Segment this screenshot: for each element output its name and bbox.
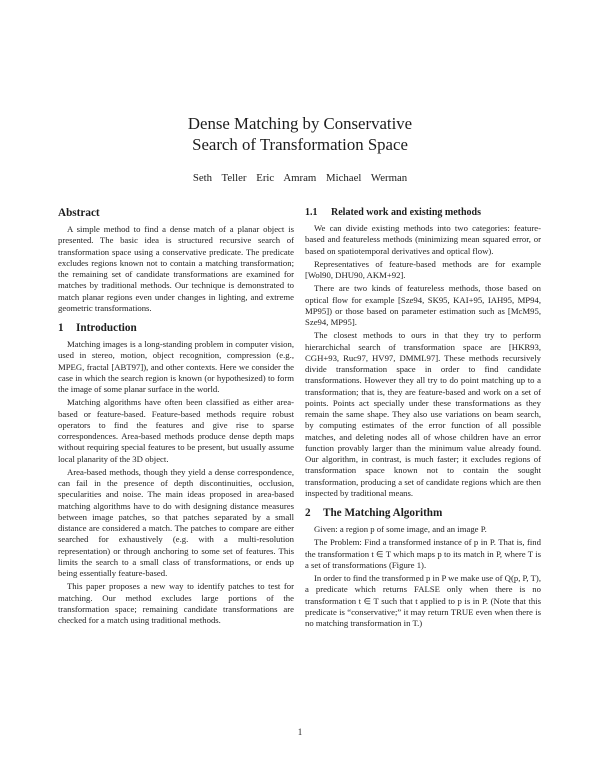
intro-number: 1 <box>58 322 64 334</box>
title-line-1: Dense Matching by Conservative <box>187 114 413 133</box>
related-paragraph: There are two kinds of featureless methods, those based on optical flow for example [Sze94, SK95, KAI+95, IAH95, MP94, MP95]) or those based on parameter estimation such as [McM95, Sze94, MP95]. <box>305 283 541 327</box>
related-title: Related work and existing methods <box>331 207 482 218</box>
related-number: 1.1 <box>305 207 318 218</box>
related-paragraph: Representatives of feature-based methods are for example [Wol90, DHU90, AKM+92]. <box>305 258 541 280</box>
paper-title <box>0 113 600 155</box>
intro-paragraph: Matching images is a long-standing problem in computer vision, used in stereo, motion, object recognition, compression (e.g., MPEG, fractal [ABT97]), and other contexts. Here we consider the case in which the search region is known (or hypothesized) to form the image of some planar surface in the world. <box>58 339 294 394</box>
intro-paragraph: This paper proposes a new way to identify patches to test for matching. Our method excludes large portions of the transformation space; remaining candidate transformations are checked for a match using traditional methods. <box>58 581 294 625</box>
abstract-text: A simple method to find a dense match of a planar object is presented. The basic idea is structured recursive search of transformation space using a conservative predicate. The predicate excludes regions known not to contain a matching transformation; the remaining set of candidate transformations are examined for matches by traditional methods. Our technique is demonstrated to match planar regions even under changes in lighting, and extreme geometric transformations. <box>58 224 294 313</box>
matching-paragraph: Given: a region p of some image, and an image P. <box>314 524 487 534</box>
intro-heading <box>58 321 294 335</box>
related-paragraph: We can divide existing methods into two categories: feature-based and featureless methods (minimizing mean squared error, or based on spatiotemporal derivatives and optical flow). <box>305 223 541 256</box>
right-column <box>305 203 541 631</box>
matching-paragraph: The Problem: Find a transformed instance of p in P. That is, find the transformation t ∈ T which maps p to its match in P, where T is a set of transformations (Figure 1). <box>305 537 541 570</box>
intro-paragraph: Matching algorithms have often been classified as either area-based or feature-based. Feature-based methods require robust operators to find the features and give rise to sparse correspondences. Area-based methods produce dense depth maps without requiring special features to be present, but usually assume local planarity of the 3D object. <box>58 397 294 464</box>
matching-paragraph: In order to find the transformed p in P we make use of Q(p, P, T), a predicate which returns FALSE only when there is no transformation t ∈ T such that t applied to p is in P. (Note that this predicate is “conservative;” it may return TRUE even when there is no matching transformation in T.) <box>305 573 541 628</box>
page-number: 1 <box>297 727 303 737</box>
title-line-2: Search of Transformation Space <box>192 135 408 154</box>
intro-title: Introduction <box>76 322 137 334</box>
related-paragraph: The closest methods to ours in that they try to perform hierarchichal search of transformation space are [HKR93, CGH+93, Ruc97, HV97, DMML97]. These methods recursively divide transformation space in order to find candidate transformations. However they all try to do point matching up to a transformation; that is, they are feature-based and work on a set of points. Points act specially under these transformations as they remain the same shape. They also use variations on beam search, by computing estimates of the error function of all possible matches, and deleting nodes all of whose children have an error function provably larger than the minimum value already found. Our algorithm, in contrast, is much faster; it excludes regions of transformation space known not to contain the sought transformation, producing a set of candidate regions which are then inspected by traditional means. <box>305 330 541 498</box>
related-heading <box>305 206 541 219</box>
matching-heading <box>305 506 541 520</box>
matching-title: The Matching Algorithm <box>323 507 443 519</box>
matching-number: 2 <box>305 507 311 519</box>
abstract-heading: Abstract <box>58 207 100 219</box>
intro-paragraph: Area-based methods, though they yield a dense correspondence, can fail in the presence of depth discontinuities, occlusion, specularities and noise. The main ideas proposed in area-based matching algorithms have to do with designing distance measures between image patches, so that patches separated by a small distance are considered a match. The patches to compare are either searched for exhaustively (e.g. with a multi-resolution representation) or through anchoring to some set of features. This limits the search to a small class of transformations, or ends up being essentially feature-based. <box>58 466 294 578</box>
left-column <box>58 203 294 628</box>
authors: Seth Teller Eric Amram Michael Werman <box>192 172 408 184</box>
